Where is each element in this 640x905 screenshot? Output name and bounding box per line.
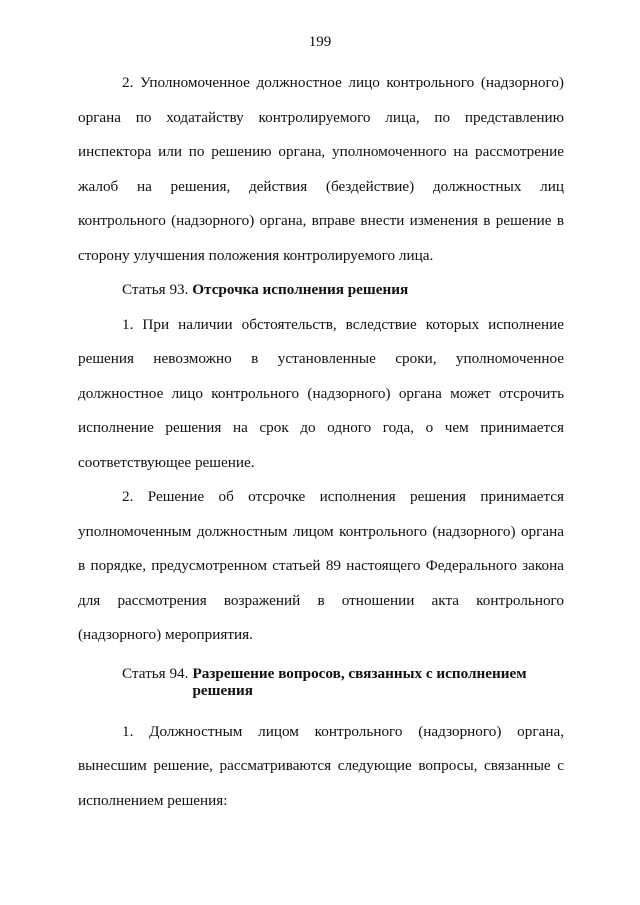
article-94-title: Разрешение вопросов, связанных с исполнением решения: [192, 664, 527, 699]
article-94-lead: Статья 94.: [122, 664, 189, 682]
paragraph-article93-part2: 2. Решение об отсрочке исполнения решения принимается уполномоченным должностным лицом контрольного (надзорного) органа в порядке, предусмотренном статьей 89 настоящего Федерального закона для рассмотрения возражений в отношении акта контрольного (надзорного) мероприятия.: [78, 488, 564, 643]
article-93-lead: Статья 93.: [122, 281, 189, 298]
paragraph-article94-part1: 1. Должностным лицом контрольного (надзорного) органа, вынесшим решение, рассматриваются следующие вопросы, связанные с исполнением решения:: [78, 722, 564, 809]
paragraph-article93-part1: 1. При наличии обстоятельств, вследствие которых исполнение решения невозможно в установленные сроки, уполномоченное должностное лицо контрольного (надзорного) органа может отсрочить исполнение решения на срок до одного года, о чем принимается соответствующее решение.: [78, 315, 564, 471]
paragraph-article92-part2: 2. Уполномоченное должностное лицо контрольного (надзорного) органа по ходатайству контролируемого лица, по представлению инспектора или по решению органа, уполномоченного на рассмотрение жалоб на решения, действия (бездействие) должностных лиц контрольного (надзорного) органа, вправе внести изменения в решение в сторону улучшения положения контролируемого лица.: [78, 74, 564, 264]
article-93-heading: [78, 273, 564, 308]
document-body: [78, 66, 564, 818]
article-94-heading: [78, 665, 564, 699]
article-93-title: Отсрочка исполнения решения: [192, 281, 409, 298]
page-number: 199: [308, 34, 332, 50]
